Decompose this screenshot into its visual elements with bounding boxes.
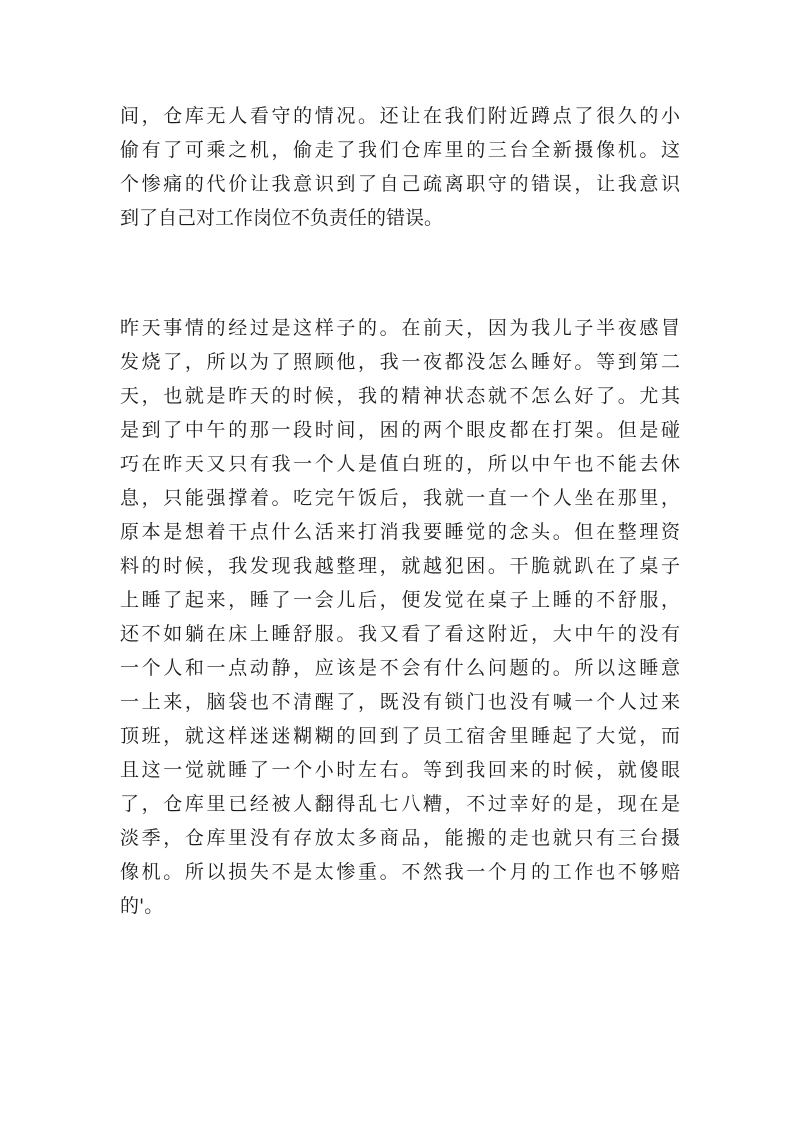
paragraph-line: 昨天事情的经过是这样子的。在前天，因为我儿子半夜感冒 (120, 317, 680, 339)
paragraph-line: 巧在昨天又只有我一个人是值白班的，所以中午也不能去休 (120, 453, 680, 475)
paragraph-line: 料的时候，我发现我越整理，就越犯困。干脆就趴在了桌子 (120, 555, 680, 577)
paragraph-line: 像机。所以损失不是太惨重。不然我一个月的工作也不够赔 (120, 861, 680, 883)
paragraph-line: 偷有了可乘之机，偷走了我们仓库里的三台全新摄像机。这 (120, 139, 680, 161)
paragraph-line: 上睡了起来，睡了一会儿后，便发觉在桌子上睡的不舒服， (120, 589, 680, 611)
paragraph-2 (120, 311, 680, 923)
paragraph-1 (120, 99, 680, 235)
paragraph-line: 顶班，就这样迷迷糊糊的回到了员工宿舍里睡起了大觉，而 (120, 725, 680, 747)
paragraph-line: 个惨痛的代价让我意识到了自己疏离职守的错误，让我意识 (120, 173, 680, 195)
paragraph-line: 一上来，脑袋也不清醒了，既没有锁门也没有喊一个人过来 (120, 691, 680, 713)
paragraph-line: 发烧了，所以为了照顾他，我一夜都没怎么睡好。等到第二 (120, 351, 680, 373)
paragraph-line: 到了自己对工作岗位不负责任的错误。 (120, 207, 444, 229)
paragraph-line: 是到了中午的那一段时间，困的两个眼皮都在打架。但是碰 (120, 419, 680, 441)
paragraph-line: 且这一觉就睡了一个小时左右。等到我回来的时候，就傻眼 (120, 759, 680, 781)
paragraph-line: 息，只能强撑着。吃完午饭后，我就一直一个人坐在那里， (120, 487, 680, 509)
paragraph-line: 淡季，仓库里没有存放太多商品，能搬的走也就只有三台摄 (120, 827, 680, 849)
paragraph-line: 的'。 (120, 895, 164, 917)
paragraph-line: 了，仓库里已经被人翻得乱七八糟，不过幸好的是，现在是 (120, 793, 680, 815)
paragraph-line: 一个人和一点动静，应该是不会有什么问题的。所以这睡意 (120, 657, 680, 679)
paragraph-line: 还不如躺在床上睡舒服。我又看了看这附近，大中午的没有 (120, 623, 680, 645)
paragraph-line: 天，也就是昨天的时候，我的精神状态就不怎么好了。尤其 (120, 385, 680, 407)
paragraph-line: 原本是想着干点什么活来打消我要睡觉的念头。但在整理资 (120, 521, 680, 543)
paragraph-line: 间，仓库无人看守的情况。还让在我们附近蹲点了很久的小 (120, 105, 680, 127)
